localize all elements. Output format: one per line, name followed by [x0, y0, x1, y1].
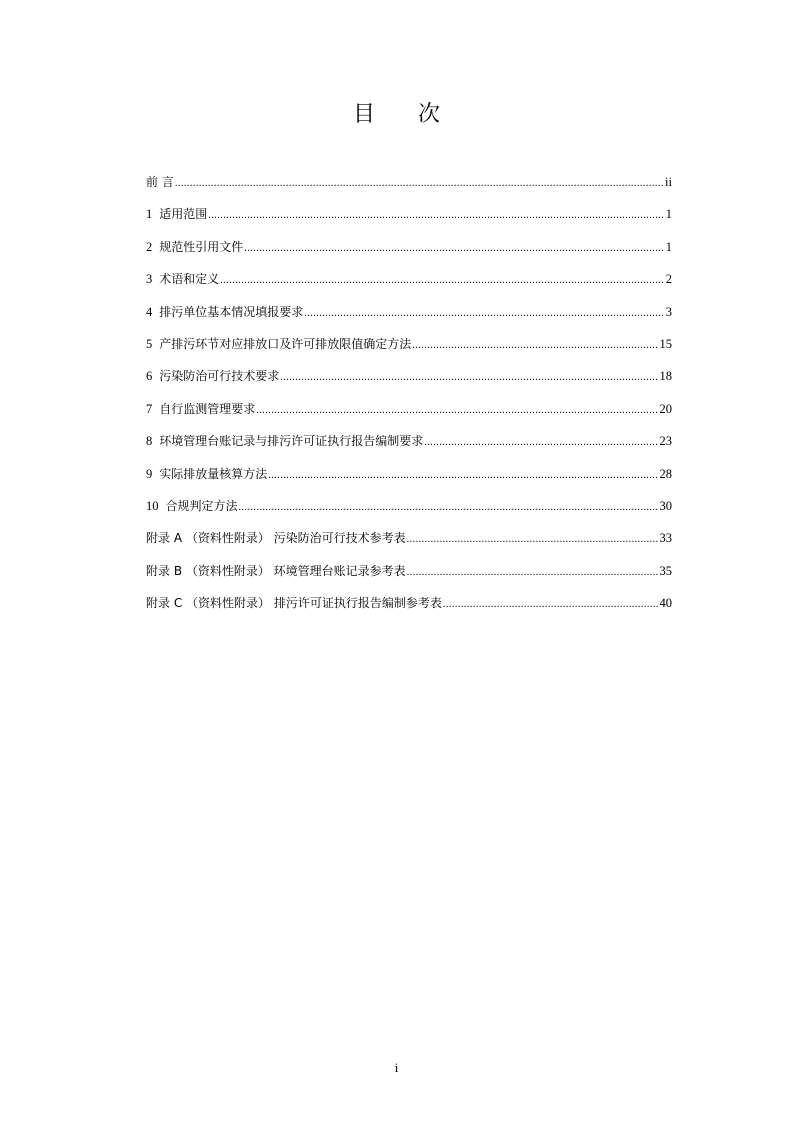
toc-entry-6[interactable]	[146, 366, 672, 398]
toc-entry-page: 20	[659, 401, 672, 416]
toc-entry-appendix-c[interactable]	[146, 593, 672, 625]
page-number: i	[394, 1060, 399, 1075]
toc-entry-text: 污染防治可行技术要求	[159, 369, 280, 384]
toc-entry-text: 附录 B （资料性附录） 环境管理台账记录参考表	[146, 563, 406, 578]
toc-entry-10[interactable]	[146, 496, 672, 528]
toc-entry-page: 40	[659, 596, 672, 611]
toc-entry-text: 合规判定方法	[165, 498, 238, 513]
toc-entry-number: 9	[146, 466, 153, 481]
toc-entry-8[interactable]	[146, 431, 672, 463]
toc-entry-page: 33	[659, 531, 672, 546]
toc-entry-number: 7	[146, 401, 153, 416]
toc-entry-4[interactable]	[146, 302, 672, 334]
toc-leader-dots	[208, 206, 664, 226]
toc-entry-1[interactable]	[146, 204, 672, 236]
toc-title: 目 次	[353, 102, 458, 127]
toc-entry-text: 附录 A （资料性附录） 污染防治可行技术参考表	[146, 531, 406, 546]
toc-entry-text: 实际排放量核算方法	[159, 466, 268, 481]
toc-entry-page: ii	[665, 175, 672, 189]
toc-entry-3[interactable]	[146, 269, 672, 301]
toc-entry-foreword[interactable]	[146, 172, 672, 204]
toc-entry-5[interactable]	[146, 334, 672, 366]
toc-entry-text: 术语和定义	[159, 272, 220, 287]
toc-entry-page: 30	[659, 498, 672, 513]
toc-leader-dots	[256, 401, 658, 421]
toc-leader-dots	[220, 271, 664, 291]
toc-leader-dots	[280, 368, 658, 388]
toc-entry-page: 28	[659, 466, 672, 481]
toc-entry-page: 2	[665, 272, 672, 287]
toc-entry-number: 10	[146, 498, 159, 513]
toc-entry-text: 自行监测管理要求	[159, 401, 256, 416]
toc-entry-number: 5	[146, 336, 153, 351]
toc-entry-appendix-b[interactable]	[146, 561, 672, 593]
toc-entry-text: 产排污环节对应排放口及许可排放限值确定方法	[159, 336, 412, 351]
toc-leader-dots	[304, 304, 664, 324]
toc-leader-dots	[244, 239, 664, 259]
toc-leader-dots	[407, 530, 659, 550]
toc-leader-dots	[407, 563, 659, 583]
toc-leader-dots	[268, 466, 658, 486]
toc-entry-number: 6	[146, 369, 153, 384]
toc-entry-page: 3	[665, 304, 672, 319]
toc-entry-text: 适用范围	[159, 207, 208, 222]
toc-entry-page: 1	[665, 207, 672, 222]
toc-leader-dots	[424, 433, 658, 453]
toc-entry-page: 18	[659, 369, 672, 384]
toc-entry-page: 1	[665, 239, 672, 254]
toc-entry-2[interactable]	[146, 237, 672, 269]
toc-entry-text: 前 言	[146, 175, 174, 189]
toc-entry-page: 23	[659, 434, 672, 449]
toc-entry-9[interactable]	[146, 464, 672, 496]
toc-entry-text: 环境管理台账记录与排污许可证执行报告编制要求	[159, 434, 424, 449]
toc-entry-number: 3	[146, 272, 153, 287]
toc-leader-dots	[443, 595, 659, 615]
toc-entry-text: 排污单位基本情况填报要求	[159, 304, 304, 319]
toc-entry-appendix-a[interactable]	[146, 528, 672, 560]
toc-entry-number: 1	[146, 207, 153, 222]
toc-entry-number: 8	[146, 434, 153, 449]
toc-entry-page: 15	[659, 336, 672, 351]
toc-entry-7[interactable]	[146, 399, 672, 431]
toc-leader-dots	[175, 174, 664, 194]
toc-entry-number: 4	[146, 304, 153, 319]
toc-entry-text: 附录 C （资料性附录） 排污许可证执行报告编制参考表	[146, 596, 442, 611]
toc-list	[146, 172, 672, 625]
toc-leader-dots	[239, 498, 659, 518]
toc-entry-number: 2	[146, 239, 153, 254]
toc-entry-page: 35	[659, 563, 672, 578]
toc-leader-dots	[412, 336, 658, 356]
toc-entry-text: 规范性引用文件	[159, 239, 244, 254]
